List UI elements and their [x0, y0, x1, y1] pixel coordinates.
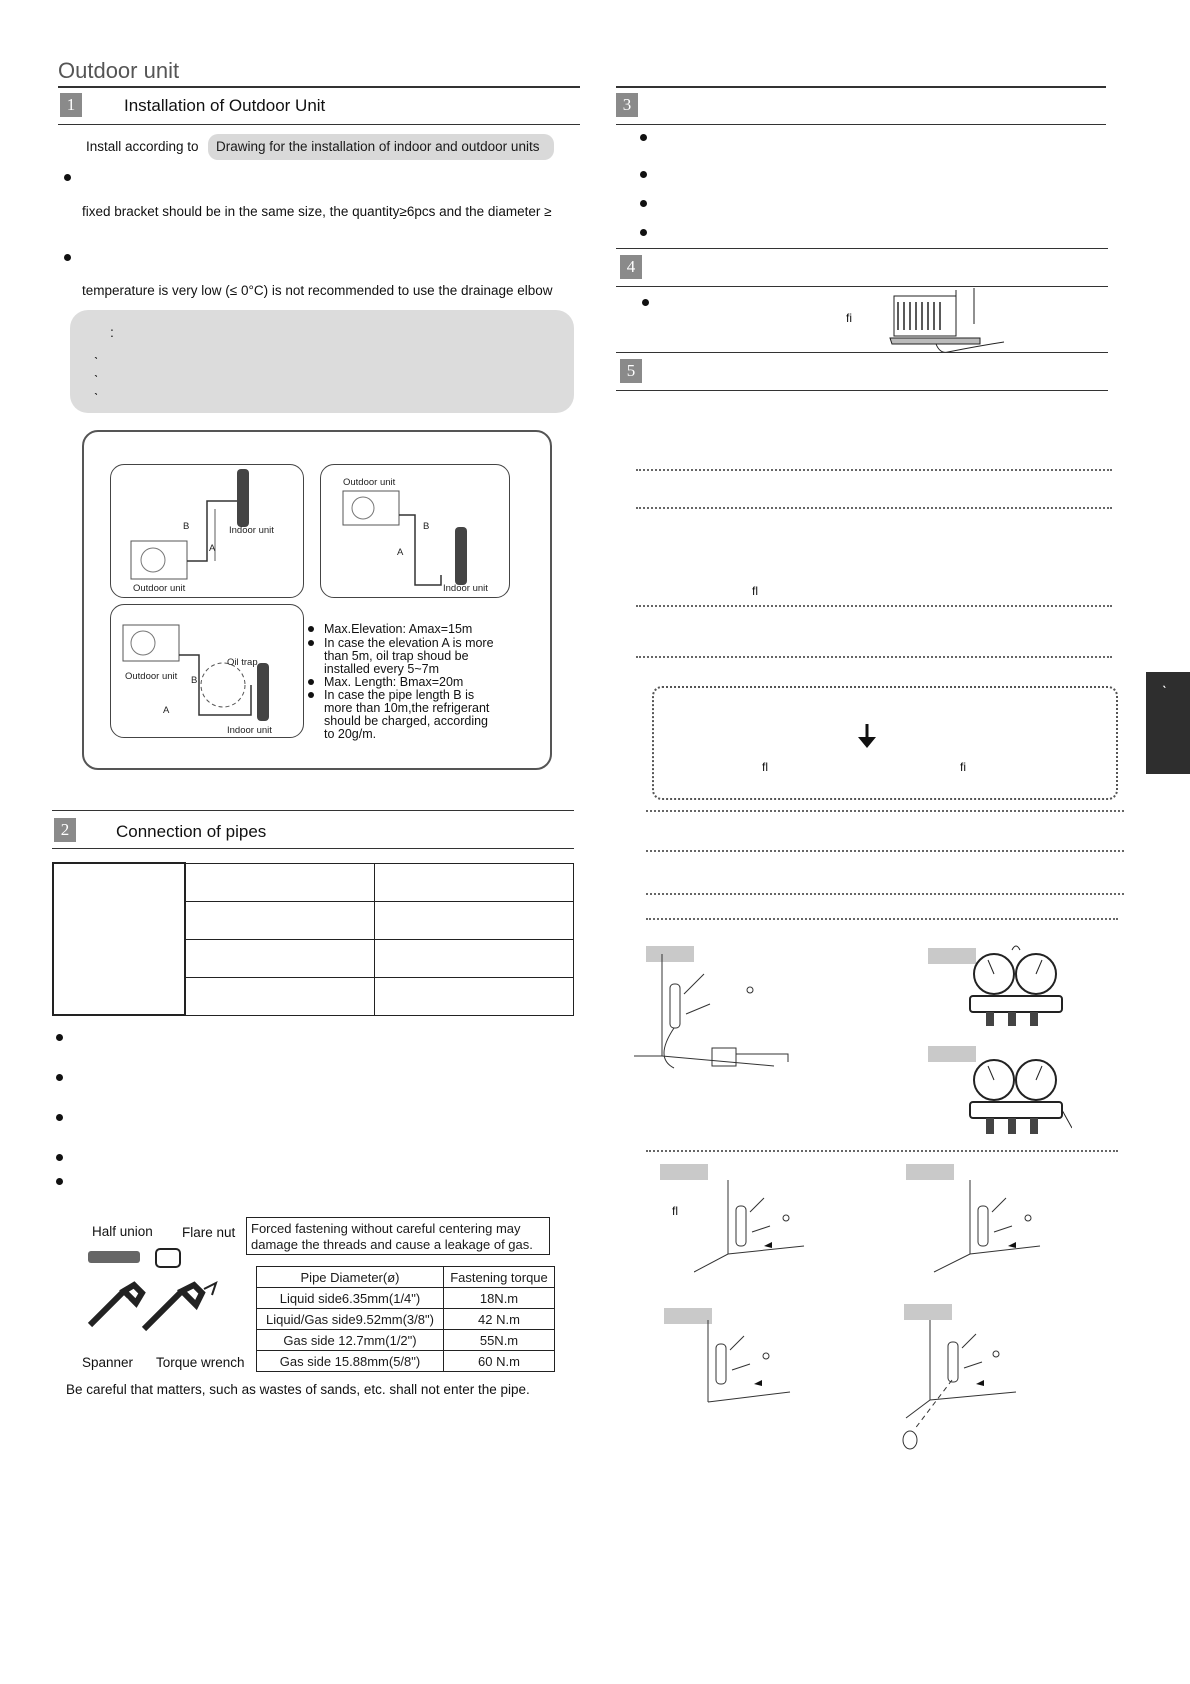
diagram-panel-oil-trap	[110, 604, 304, 738]
diagram-note: Max. Length: Bmax=20m	[324, 675, 464, 689]
torque-header: Pipe Diameter(ø)	[257, 1267, 444, 1288]
torque-cell: 60 N.m	[444, 1351, 555, 1372]
note-mark: ˎ	[94, 379, 99, 395]
diagram-note: should be charged, according	[324, 714, 489, 728]
torque-cell: 18N.m	[444, 1288, 555, 1309]
label-a: A	[163, 705, 170, 716]
section-5-top-rule	[616, 352, 1108, 353]
bullet	[640, 134, 647, 141]
bullet	[56, 1034, 63, 1041]
install-prefix: Install according to	[86, 139, 199, 154]
dotted-divider	[646, 893, 1124, 895]
torque-cell: 42 N.m	[444, 1309, 555, 1330]
diagram-note: installed every 5~7m	[324, 662, 439, 676]
label-b: B	[191, 675, 198, 686]
table-cell	[375, 863, 574, 901]
torque-cell: Gas side 15.88mm(5/8")	[257, 1351, 444, 1372]
diagram-note: to 20g/m.	[324, 727, 377, 741]
section-5-number: 5	[620, 359, 642, 383]
diagram-panel-outdoor-above	[320, 464, 510, 598]
note-colon: :	[110, 324, 114, 340]
torque-cell: Liquid/Gas side9.52mm(3/8")	[257, 1309, 444, 1330]
bullet	[308, 679, 314, 685]
half-union-label: Half union	[92, 1224, 153, 1239]
section-3-top-rule	[616, 86, 1106, 88]
service-valve-illustration	[634, 944, 806, 1084]
section-5-rule	[616, 390, 1108, 391]
section-1-title: Installation of Outdoor Unit	[124, 96, 326, 115]
bullet	[56, 1074, 63, 1081]
dotted-divider	[646, 918, 1118, 920]
service-valve-cap-illustration	[896, 1300, 1026, 1452]
label-b: B	[183, 521, 190, 532]
dotted-divider	[646, 810, 1124, 812]
label-a: A	[209, 543, 216, 554]
manifold-gauge-illustration	[960, 940, 1072, 1036]
chapter-tab	[1146, 672, 1190, 774]
pipe-spec-table	[52, 862, 574, 1016]
arrow-down-icon	[856, 724, 878, 750]
dotted-divider	[636, 469, 1112, 471]
section-4-rule	[616, 286, 1108, 287]
note-mark: ˎ	[94, 361, 99, 377]
table-cell	[53, 863, 185, 1015]
service-valve-illustration	[694, 1166, 814, 1280]
warning-box: Forced fastening without careful centering may damage the threads and cause a leakage of gas.	[246, 1217, 550, 1255]
bullet	[64, 174, 71, 181]
procedure-box	[652, 686, 1118, 800]
label-a: A	[397, 547, 404, 558]
section-2-rule	[52, 848, 574, 849]
fl-glyph: fl	[752, 584, 758, 598]
manifold-gauge-illustration	[960, 1040, 1072, 1148]
bullet	[642, 299, 649, 306]
fi-glyph: fi	[960, 760, 966, 774]
bullet	[308, 626, 314, 632]
table-cell	[375, 901, 574, 939]
table-cell	[375, 939, 574, 977]
torque-cell: Liquid side6.35mm(1/4")	[257, 1288, 444, 1309]
note-mark: ˎ	[94, 343, 99, 359]
dotted-divider	[636, 605, 1112, 607]
flare-nut-label: Flare nut	[182, 1225, 236, 1240]
dotted-divider	[646, 1150, 1118, 1152]
section-1-rule	[58, 124, 580, 125]
diagram-note: Max.Elevation: Amax=15m	[324, 622, 473, 636]
diagram-panel-indoor-above	[110, 464, 304, 598]
fl-glyph: fl	[762, 760, 768, 774]
note-box	[70, 310, 574, 413]
bullet	[308, 640, 314, 646]
bullet	[308, 692, 314, 698]
bullet	[56, 1154, 63, 1161]
spanner-label: Spanner	[82, 1355, 134, 1370]
table-cell	[375, 977, 574, 1015]
table-cell	[185, 977, 375, 1015]
section-2-top-rule	[52, 810, 574, 811]
dotted-divider	[646, 850, 1124, 852]
table-cell	[185, 901, 375, 939]
bullet	[56, 1114, 63, 1121]
indoor-unit-label: Indoor unit	[229, 525, 274, 536]
caution-text: Be careful that matters, such as wastes of sands, etc. shall not enter the pipe.	[66, 1382, 530, 1397]
section-4-number: 4	[620, 255, 642, 279]
section-2-title: Connection of pipes	[116, 822, 267, 841]
pipe-route-drawing	[111, 465, 303, 597]
section-2-number: 2	[54, 818, 76, 842]
bullet	[640, 171, 647, 178]
drawing-reference-link[interactable]: Drawing for the installation of indoor and outdoor units	[208, 134, 554, 160]
dotted-divider	[636, 656, 1112, 658]
fl-glyph: fl	[672, 1204, 678, 1218]
oil-trap-label: Oil trap	[227, 657, 258, 668]
bullet	[56, 1178, 63, 1185]
install-line-1: fixed bracket should be in the same size, the quantity≥6pcs and the diameter ≥	[82, 204, 552, 219]
bullet	[64, 254, 71, 261]
diagram-note: In case the elevation A is more	[324, 636, 494, 650]
torque-header: Fastening torque	[444, 1267, 555, 1288]
torque-cell: 55N.m	[444, 1330, 555, 1351]
torque-table	[256, 1266, 555, 1372]
label-b: B	[423, 521, 430, 532]
outdoor-unit-label: Outdoor unit	[125, 671, 178, 682]
service-valve-illustration	[670, 1300, 800, 1414]
table-cell	[185, 863, 375, 901]
fi-glyph: fi	[846, 311, 852, 325]
installation-diagram	[82, 430, 552, 770]
diagram-note: than 5m, oil trap shoud be	[324, 649, 469, 663]
service-valve-illustration	[930, 1166, 1050, 1280]
diagram-note: In case the pipe length B is	[324, 688, 475, 702]
outdoor-unit-label: Outdoor unit	[133, 583, 186, 594]
tab-mark: ˎ	[1162, 672, 1168, 689]
bullet	[640, 229, 647, 236]
bullet	[640, 200, 647, 207]
indoor-unit-label: Indoor unit	[227, 725, 272, 736]
dotted-divider	[636, 507, 1112, 509]
page-title: Outdoor unit	[58, 58, 180, 83]
section-1-number: 1	[60, 93, 82, 117]
indoor-unit-label: Indoor unit	[443, 583, 488, 594]
title-rule	[58, 86, 580, 88]
section-3-number: 3	[616, 93, 638, 117]
torque-wrench-label: Torque wrench	[156, 1355, 245, 1370]
diagram-note: more than 10m,the refrigerant	[324, 701, 490, 715]
drain-elbow-illustration	[888, 288, 1008, 352]
torque-cell: Gas side 12.7mm(1/2")	[257, 1330, 444, 1351]
section-4-top-rule	[616, 248, 1108, 249]
table-cell	[185, 939, 375, 977]
outdoor-unit-label: Outdoor unit	[343, 477, 396, 488]
wrench-icon	[84, 1245, 264, 1355]
section-3-rule	[616, 124, 1106, 125]
install-line-2: temperature is very low (≤ 0°C) is not recommended to use the drainage elbow	[82, 283, 553, 298]
